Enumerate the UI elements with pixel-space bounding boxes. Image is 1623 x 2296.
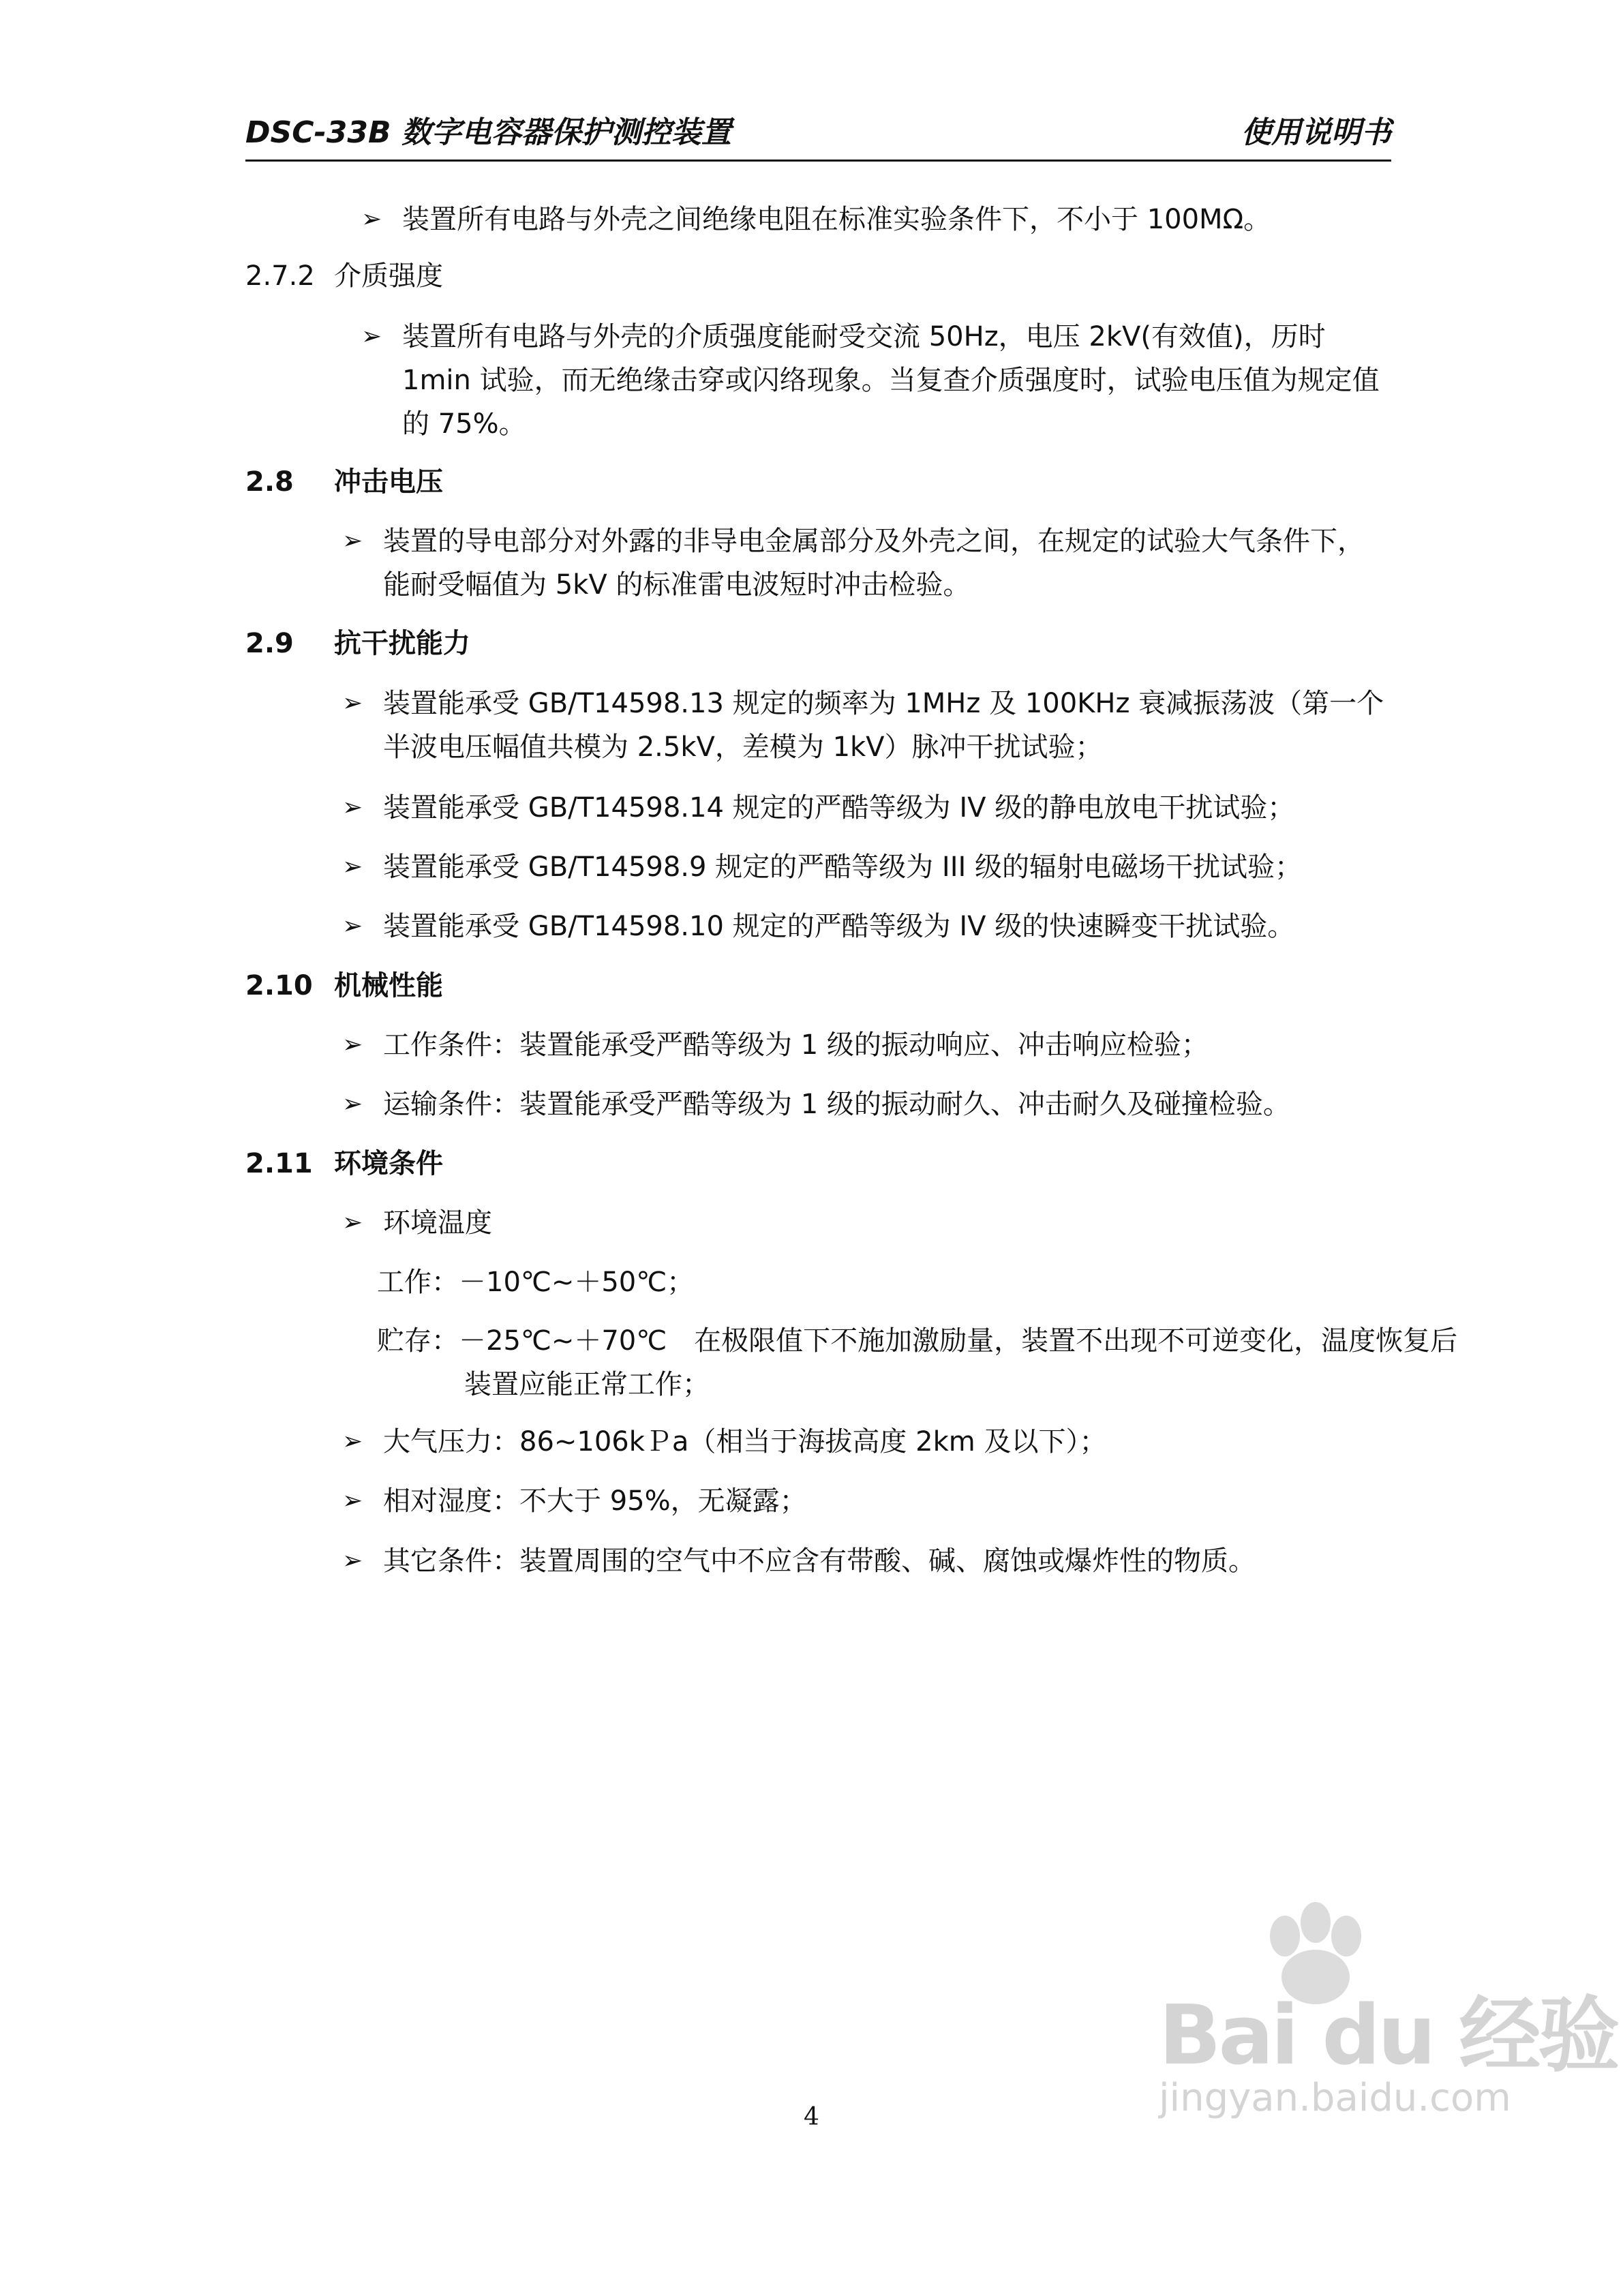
bullet-arrow-icon: ➢ xyxy=(342,794,363,821)
bullet-relative-humidity xyxy=(342,1479,1385,1523)
heading-2-9 xyxy=(245,622,470,665)
heading-title: 介质强度 xyxy=(334,260,443,292)
heading-number: 2.8 xyxy=(245,466,294,498)
bullet-text: 装置能承受 GB/T14598.13 规定的频率为 1MHz 及 100KHz 衰减振荡波（第一个半波电压幅值共模为 2.5kV，差模为 1kV）脉冲干扰试验； xyxy=(383,688,1384,763)
watermark-brand: Bai du 经验 xyxy=(1159,1989,1618,2083)
bullet-text: 装置的导电部分对外露的非导电金属部分及外壳之间，在规定的试验大气条件下，能耐受幅值为 5kV 的标准雷电波短时冲击检验。 xyxy=(383,526,1365,601)
bullet-text: 装置能承受 GB/T14598.9 规定的严酷等级为 III 级的辐射电磁场干扰试验； xyxy=(383,851,1303,883)
heading-title: 机械性能 xyxy=(334,970,443,1001)
heading-title: 冲击电压 xyxy=(334,466,443,498)
bullet-text: 其它条件：装置周围的空气中不应含有带酸、碱、腐蚀或爆炸性的物质。 xyxy=(383,1545,1256,1577)
bullet-oscillatory xyxy=(342,682,1385,769)
bullet-impulse xyxy=(342,519,1385,607)
heading-number: 2.11 xyxy=(245,1148,313,1179)
bullet-arrow-icon: ➢ xyxy=(342,1031,363,1059)
bullet-ambient-temperature xyxy=(342,1201,1385,1245)
bullet-text: 相对湿度：不大于 95%，无凝露； xyxy=(383,1485,807,1517)
bullet-text: 环境温度 xyxy=(383,1207,492,1239)
bullet-arrow-icon: ➢ xyxy=(361,322,382,350)
bullet-arrow-icon: ➢ xyxy=(361,205,382,233)
temperature-storage: 贮存：－25℃~＋70℃ 在极限值下不施加激励量，装置不出现不可逆变化，温度恢复后装置应能正常工作； xyxy=(377,1325,1458,1400)
bullet-arrow-icon: ➢ xyxy=(342,527,363,555)
heading-title: 环境条件 xyxy=(334,1148,443,1179)
bullet-arrow-icon: ➢ xyxy=(342,1487,363,1515)
heading-number: 2.9 xyxy=(245,628,294,659)
bullet-arrow-icon: ➢ xyxy=(342,689,363,717)
bullet-arrow-icon: ➢ xyxy=(342,1428,363,1455)
bullet-working-condition xyxy=(342,1023,1385,1067)
heading-number: 2.7.2 xyxy=(245,260,315,292)
bullet-text: 工作条件：装置能承受严酷等级为 1 级的振动响应、冲击响应检验； xyxy=(383,1029,1209,1061)
page-header-left: DSC-33B 数字电容器保护测控装置 xyxy=(245,115,731,150)
bullet-text: 装置能承受 GB/T14598.14 规定的严酷等级为 IV 级的静电放电干扰试验； xyxy=(383,792,1295,824)
heading-2-7-2 xyxy=(245,254,443,298)
header-rule xyxy=(245,160,1391,162)
bullet-radiated xyxy=(342,845,1385,889)
bullet-eft xyxy=(342,905,1385,948)
bullet-arrow-icon: ➢ xyxy=(342,853,363,881)
bullet-text: 装置所有电路与外壳之间绝缘电阻在标准实验条件下，不小于 100MΩ。 xyxy=(402,204,1271,235)
bullet-arrow-icon: ➢ xyxy=(342,1209,363,1237)
bullet-atmospheric-pressure xyxy=(342,1420,1385,1464)
bullet-arrow-icon: ➢ xyxy=(342,1090,363,1118)
temperature-operating: 工作：－10℃~＋50℃； xyxy=(377,1267,695,1298)
heading-title: 抗干扰能力 xyxy=(334,628,470,659)
bullet-insulation xyxy=(361,198,1384,241)
heading-number: 2.10 xyxy=(245,970,313,1001)
heading-2-11 xyxy=(245,1142,443,1185)
bullet-arrow-icon: ➢ xyxy=(342,1547,363,1575)
baidu-watermark xyxy=(1132,1895,1618,2181)
bullet-text: 装置所有电路与外壳的介质强度能耐受交流 50Hz，电压 2kV(有效值)，历时 1min 试验，而无绝缘击穿或闪络现象。当复查介质强度时，试验电压值为规定值的 75%。 xyxy=(402,321,1380,440)
bullet-text: 运输条件：装置能承受严酷等级为 1 级的振动耐久、冲击耐久及碰撞检验。 xyxy=(383,1089,1290,1120)
page-header-right: 使用说明书 xyxy=(1241,115,1391,150)
bullet-transport-condition xyxy=(342,1083,1385,1126)
bullet-esd xyxy=(342,786,1385,830)
heading-2-8 xyxy=(245,460,443,504)
heading-2-10 xyxy=(245,964,443,1008)
bullet-dielectric xyxy=(361,315,1384,446)
page-number: 4 xyxy=(804,2103,819,2131)
bullet-text: 大气压力：86~106kＰa（相当于海拔高度 2km 及以下）； xyxy=(383,1426,1107,1457)
bullet-text: 装置能承受 GB/T14598.10 规定的严酷等级为 IV 级的快速瞬变干扰试验。 xyxy=(383,911,1295,942)
bullet-arrow-icon: ➢ xyxy=(342,912,363,940)
bullet-other-conditions xyxy=(342,1539,1385,1583)
watermark-url: jingyan.baidu.com xyxy=(1159,2076,1511,2120)
